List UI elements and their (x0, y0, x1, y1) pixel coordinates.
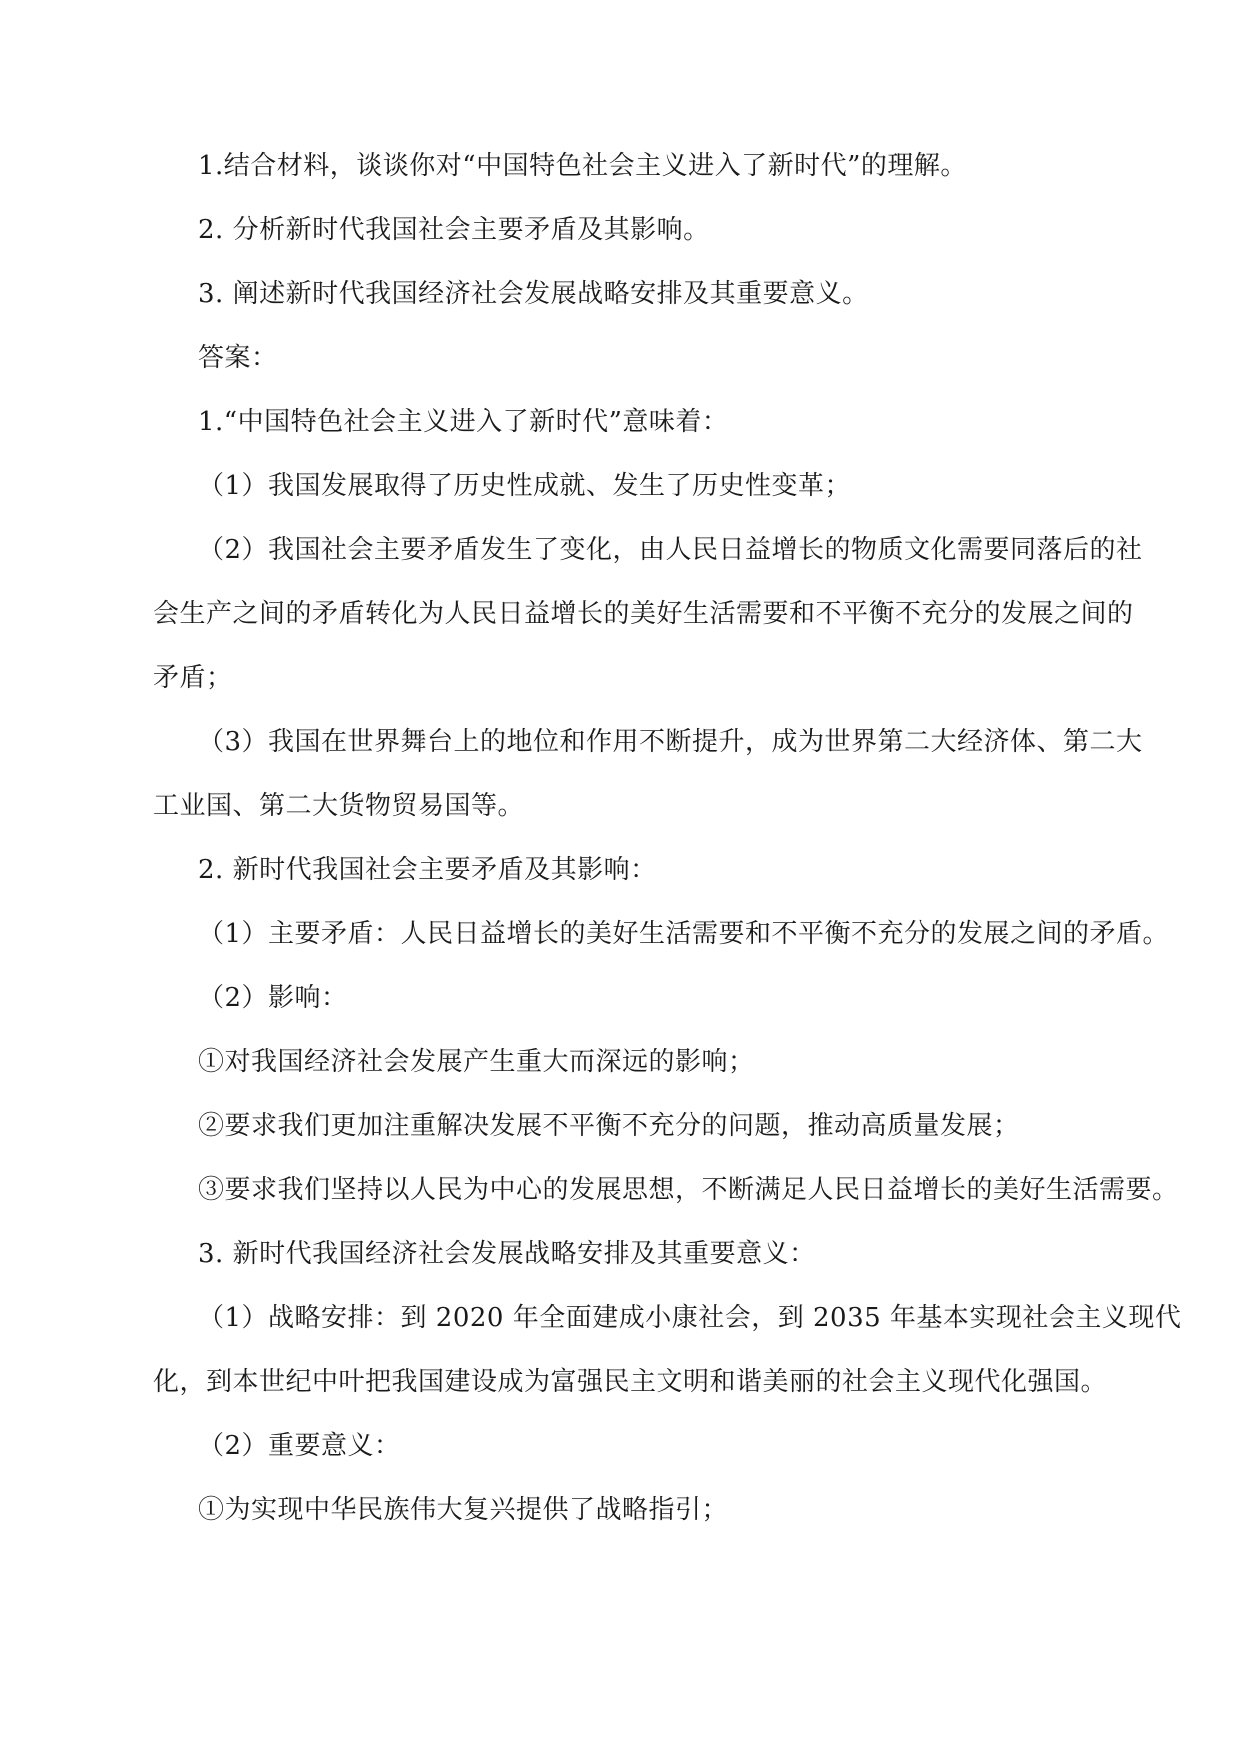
question-2: 2. 分析新时代我国社会主要矛盾及其影响。 (198, 215, 710, 245)
answer-3-item-1: ①为实现中华民族伟大复兴提供了战略指引； (198, 1495, 729, 1525)
answer-1-point-1: （1）我国发展取得了历史性成就、发生了历史性变革； (198, 471, 852, 501)
answer-2-item-2: ②要求我们更加注重解决发展不平衡不充分的问题，推动高质量发展； (198, 1111, 1020, 1141)
answer-2-point-1: （1）主要矛盾：人民日益增长的美好生活需要和不平衡不充分的发展之间的矛盾。 (198, 919, 1170, 949)
answer-heading: 答案： (198, 343, 278, 373)
question-3: 3. 阐述新时代我国经济社会发展战略安排及其重要意义。 (198, 279, 869, 309)
answer-3-heading: 3. 新时代我国经济社会发展战略安排及其重要意义： (198, 1239, 816, 1269)
answer-1-point-2-line-1: （2）我国社会主要矛盾发生了变化，由人民日益增长的物质文化需要同落后的社 (198, 535, 1143, 565)
answer-1-heading: 1.“中国特色社会主义进入了新时代”意味着： (198, 407, 729, 437)
answer-1-point-3-line-2: 工业国、第二大货物贸易国等。 (153, 791, 525, 821)
answer-3-point-1-line-1: （1）战略安排：到 2020 年全面建成小康社会，到 2035 年基本实现社会主义现代 (198, 1303, 1182, 1333)
answer-2-point-2: （2）影响： (198, 983, 348, 1013)
answer-2-item-3: ③要求我们坚持以人民为中心的发展思想，不断满足人民日益增长的美好生活需要。 (198, 1175, 1179, 1205)
answer-1-point-2-line-2: 会生产之间的矛盾转化为人民日益增长的美好生活需要和不平衡不充分的发展之间的 (153, 599, 1134, 629)
answer-3-point-2: （2）重要意义： (198, 1431, 401, 1461)
answer-1-point-3-line-1: （3）我国在世界舞台上的地位和作用不断提升，成为世界第二大经济体、第二大 (198, 727, 1143, 757)
answer-3-point-1-line-2: 化，到本世纪中叶把我国建设成为富强民主文明和谐美丽的社会主义现代化强国。 (153, 1367, 1108, 1397)
answer-2-heading: 2. 新时代我国社会主要矛盾及其影响： (198, 855, 657, 885)
answer-2-item-1: ①对我国经济社会发展产生重大而深远的影响； (198, 1047, 755, 1077)
answer-1-point-2-line-3: 矛盾； (153, 663, 233, 693)
question-1: 1.结合材料，谈谈你对“中国特色社会主义进入了新时代”的理解。 (198, 151, 967, 181)
